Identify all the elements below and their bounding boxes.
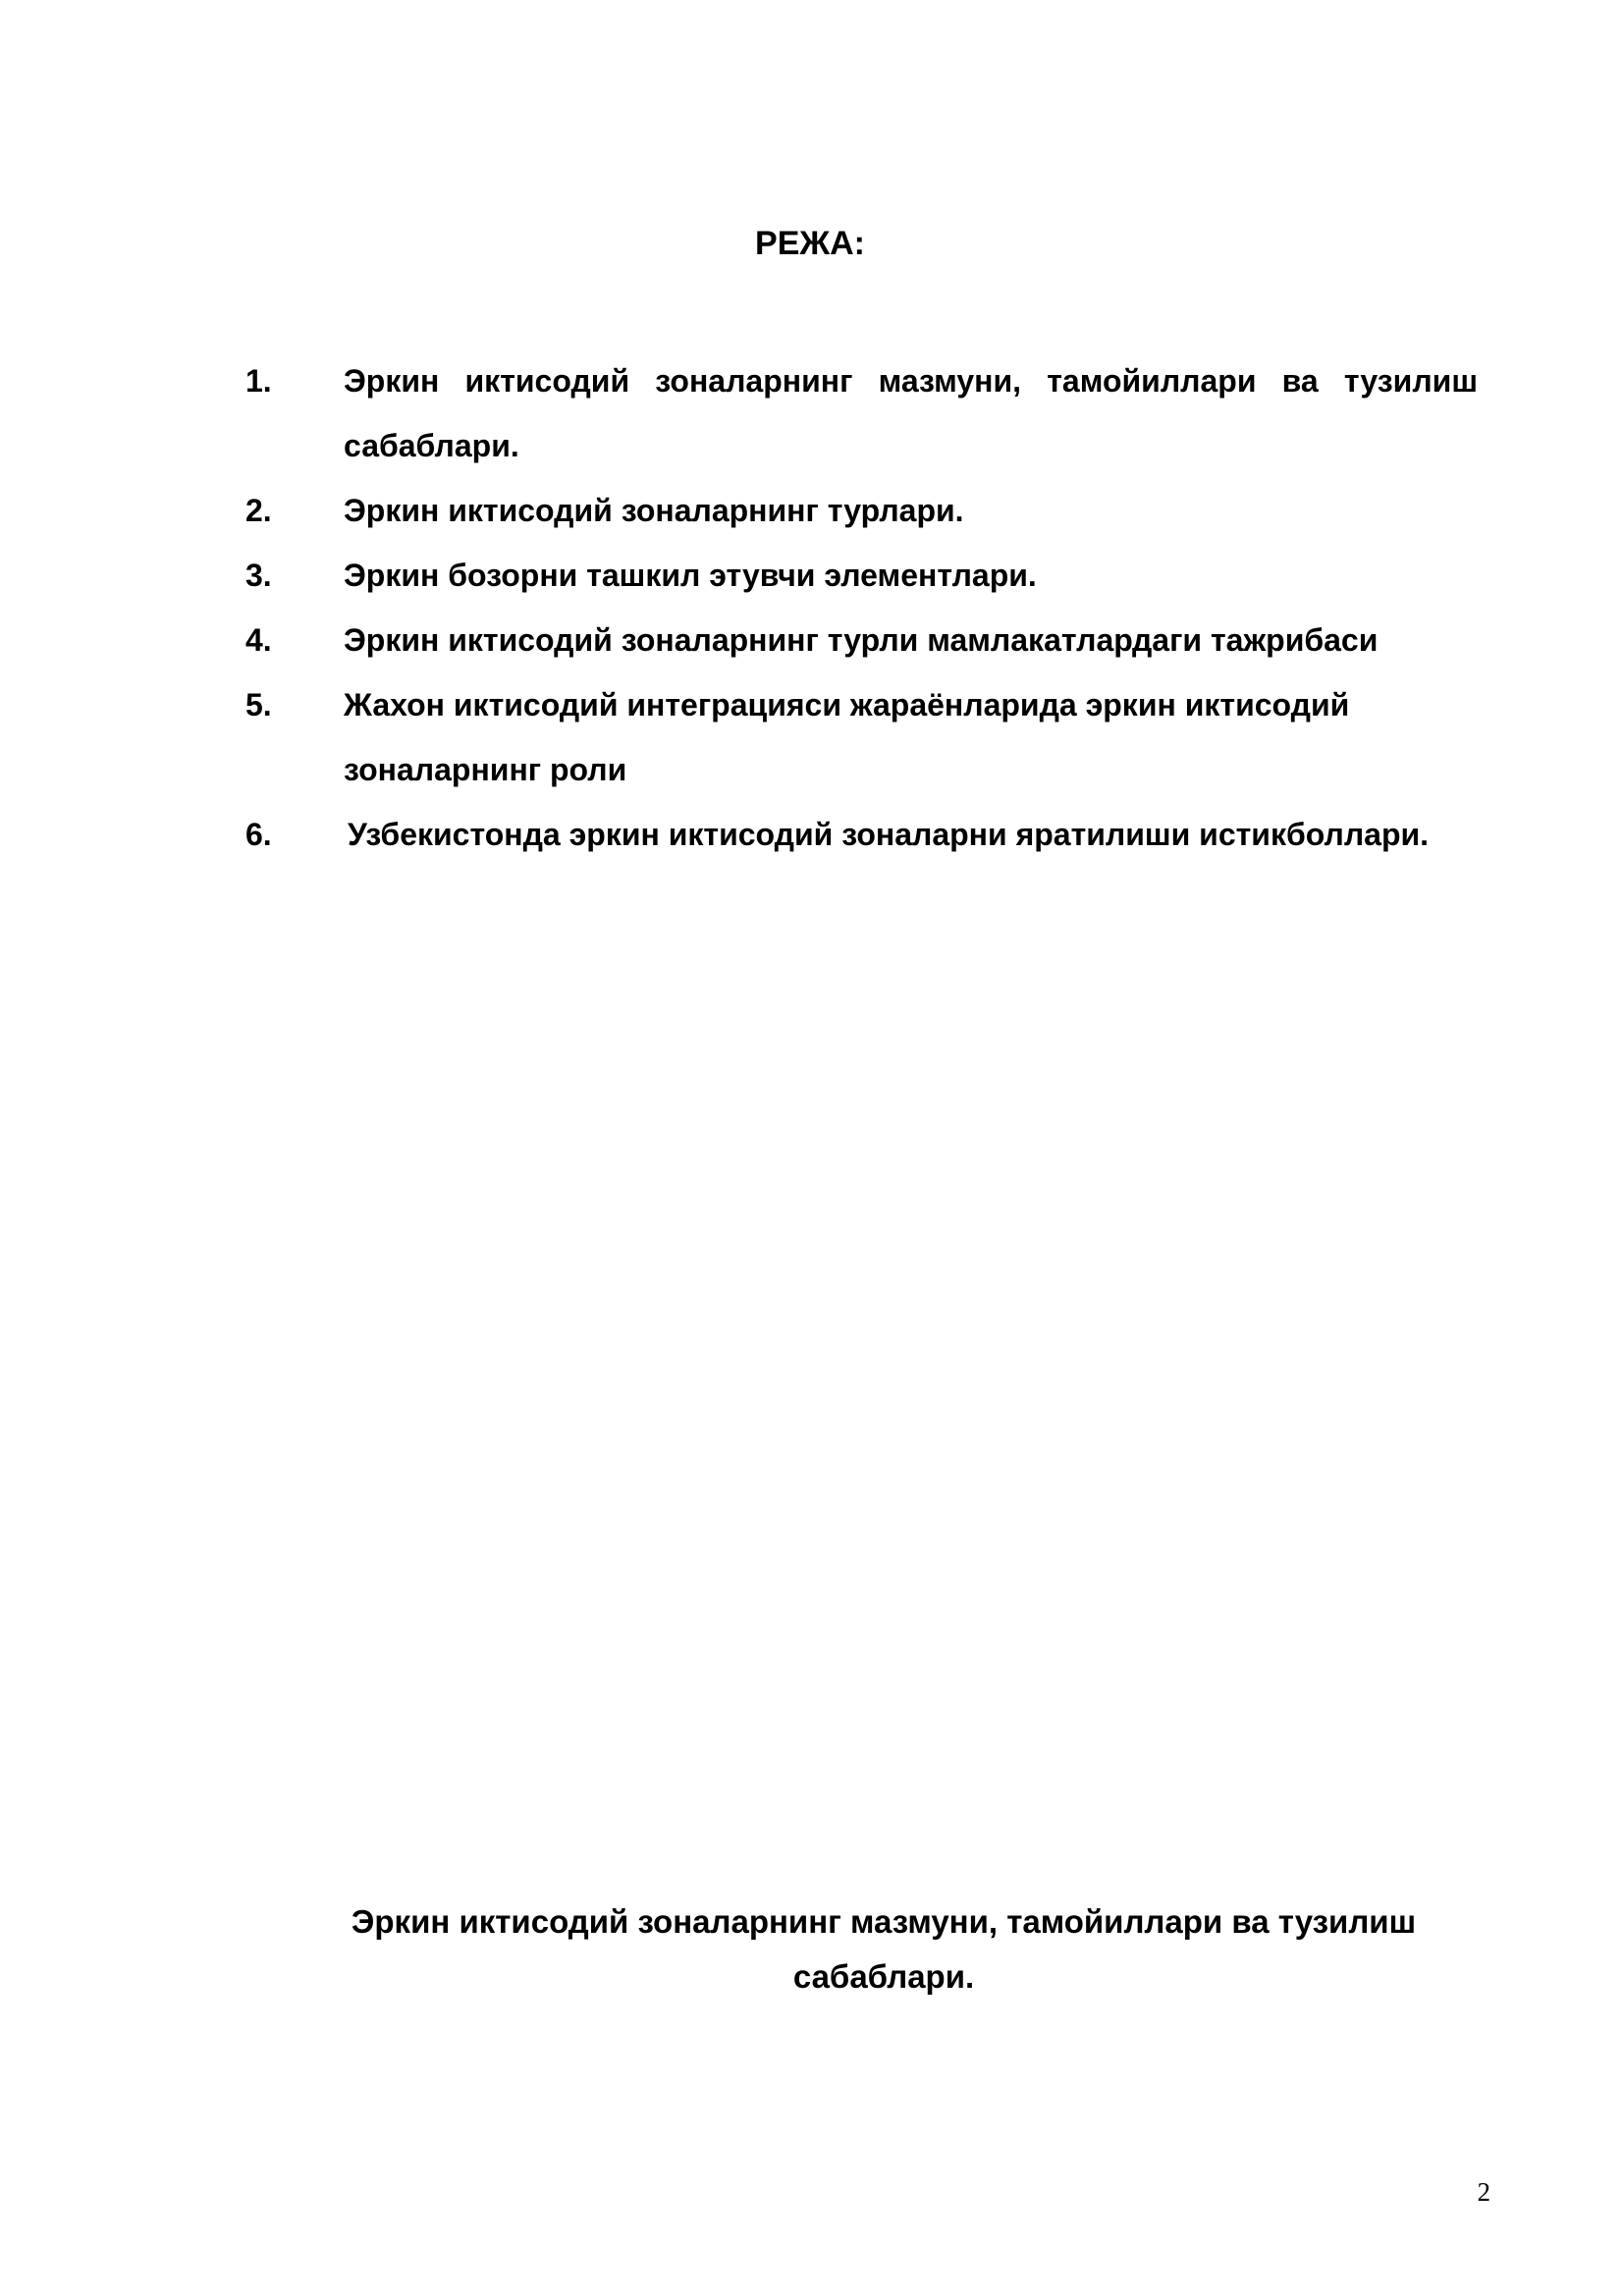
plan-item-number: 1.	[245, 363, 272, 399]
plan-list	[245, 348, 1483, 867]
plan-item-text: Узбекистонда эркин иктисодий зоналарни яратилиши истикболлари.	[348, 817, 1430, 852]
section-title: Эркин иктисодий зоналарнинг мазмуни, тамойиллари ва тузилиш сабаблари.	[351, 1903, 1417, 1995]
plan-item-number: 6.	[245, 817, 272, 852]
plan-item-5	[245, 672, 1483, 802]
plan-item-text: Эркин иктисодий зоналарнинг турли мамлакатлардаги тажрибаси	[344, 622, 1379, 658]
plan-item-number: 5.	[245, 687, 272, 722]
plan-item-text: Эркин иктисодий зоналарнинг турлари.	[344, 493, 964, 528]
plan-item-text: Эркин иктисодий зоналарнинг мазмуни, тамойиллари ва тузилиш сабаблари.	[344, 363, 1478, 463]
plan-item-2	[245, 478, 1483, 543]
plan-heading: РЕЖА:	[755, 225, 865, 262]
plan-item-1	[245, 348, 1483, 478]
page-number: 2	[1477, 2177, 1490, 2207]
plan-item-4	[245, 608, 1483, 672]
plan-item-6	[245, 802, 1483, 867]
plan-item-number: 4.	[245, 622, 272, 658]
plan-item-text: Жахон иктисодий интеграцияси жараёнларида эркин иктисодий зоналарнинг роли	[344, 687, 1350, 787]
plan-item-number: 2.	[245, 493, 272, 528]
plan-item-text: Эркин бозорни ташкил этувчи элементлари.	[344, 558, 1037, 593]
plan-item-3	[245, 543, 1483, 608]
plan-item-number: 3.	[245, 558, 272, 593]
